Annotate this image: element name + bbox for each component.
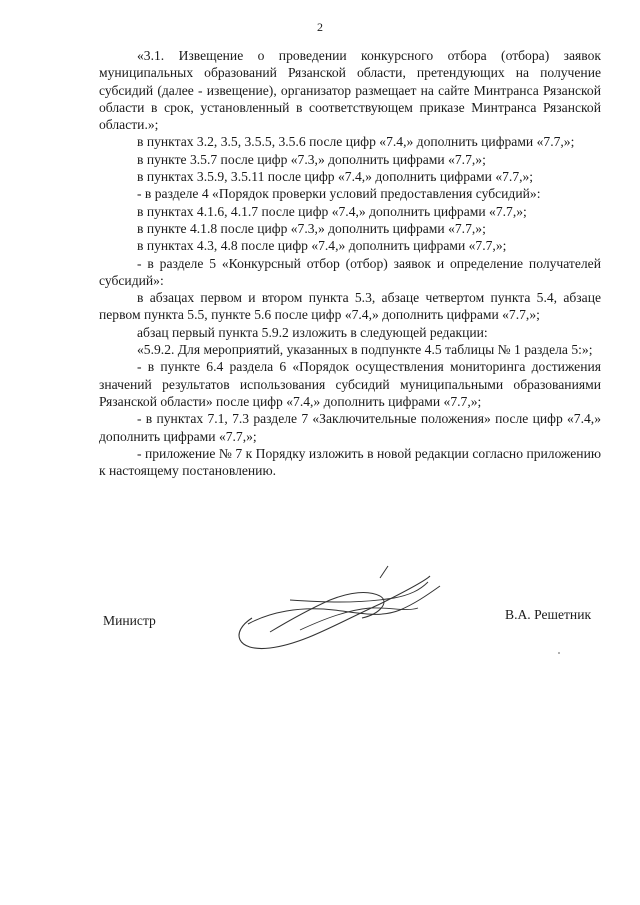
paragraph-points-4-3: в пунктах 4.3, 4.8 после цифр «7.4,» дополнить цифрами «7.7,»; — [137, 238, 507, 254]
position-title: Министр — [103, 613, 156, 628]
paragraph-3-1-text: «3.1. Извещение о проведении конкурсного отбора (отбора) заявок муниципальных образований Рязанской области, претендующих на получение субсидий (далее - извещение), организатор размещает на сайте Минтранса Рязанской области в срок, установленный в соответствующем приказе Минтранса Рязанской области.»; — [99, 48, 601, 133]
signature-block — [0, 560, 640, 680]
paragraph-point-6-4: - в пункте 6.4 раздела 6 «Порядок осуществления мониторинга достижения значений результатов использования субсидий муниципальными образованиями Рязанской области» после цифр «7.4,» дополнить цифрами «7.7,»; — [99, 359, 601, 409]
paragraph-point-4-1-8: в пункте 4.1.8 после цифр «7.3,» дополнить цифрами «7.7,»; — [137, 220, 486, 236]
document-body — [99, 47, 601, 479]
paragraph-5-9-2-intro: абзац первый пункта 5.9.2 изложить в следующей редакции: — [137, 324, 488, 340]
paragraph-point-3-5-7: в пункте 3.5.7 после цифр «7.3,» дополнить цифрами «7.7,»; — [137, 151, 486, 167]
paragraph-section-5: - в разделе 5 «Конкурсный отбор (отбор) заявок и определение получателей субсидий»: — [99, 255, 601, 288]
scan-speck — [558, 652, 560, 654]
signatory-name: В.А. Решетник — [505, 607, 592, 622]
paragraph-points-4-1-6: в пунктах 4.1.6, 4.1.7 после цифр «7.4,» дополнить цифрами «7.7,»; — [137, 203, 527, 219]
paragraph-points-3-5-9: в пунктах 3.5.9, 3.5.11 после цифр «7.4,» дополнить цифрами «7.7,»; — [137, 169, 534, 185]
paragraph-appendix-7: - приложение № 7 к Порядку изложить в новой редакции согласно приложению к настоящему постановлению. — [99, 445, 601, 479]
paragraph-section-7: - в пунктах 7.1, 7.3 разделе 7 «Заключительные положения» после цифр «7.4,» дополнить цифрами «7.7,»; — [99, 411, 601, 444]
page-number: 2 — [317, 20, 323, 34]
paragraph-5-9-2-text: «5.9.2. Для мероприятий, указанных в подпункте 4.5 таблицы № 1 раздела 5:»; — [137, 342, 593, 358]
handwritten-signature — [230, 560, 470, 660]
paragraph-points-3-2: в пунктах 3.2, 3.5, 3.5.5, 3.5.6 после цифр «7.4,» дополнить цифрами «7.7,»; — [137, 134, 575, 150]
paragraph-section-4: - в разделе 4 «Порядок проверки условий предоставления субсидий»: — [137, 186, 541, 202]
paragraph-point-5-3: в абзацах первом и втором пункта 5.3, абзаце четвертом пункта 5.4, абзаце первом пункта 5.5, пункте 5.6 после цифр «7.4,» дополнить цифрами «7.7,»; — [99, 290, 601, 323]
